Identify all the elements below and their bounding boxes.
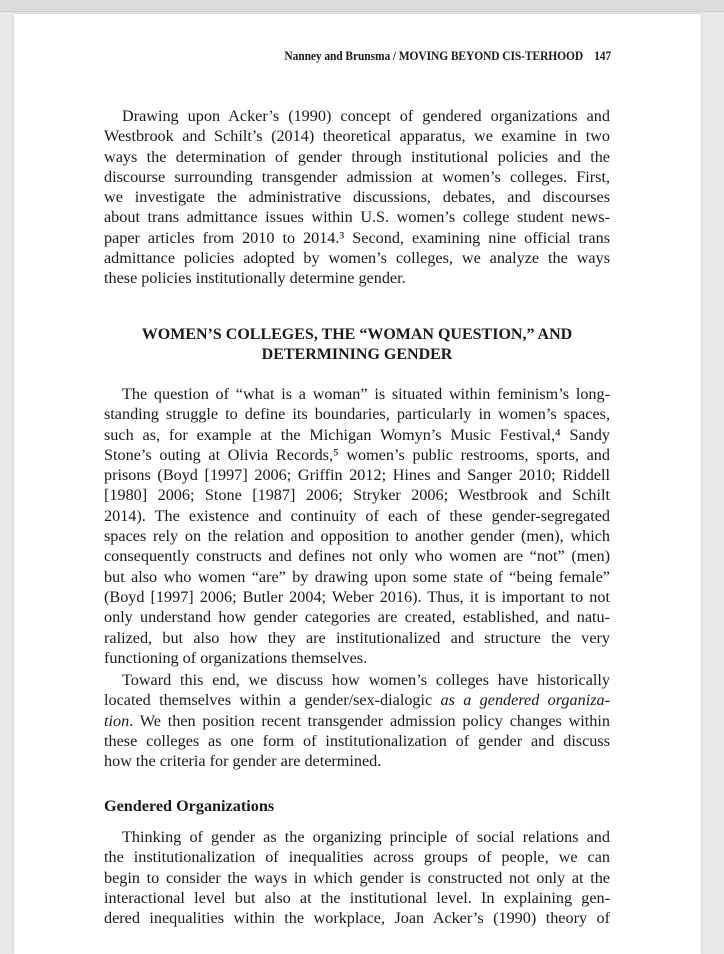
text-line: ralized, but also how they are institutionalized and structure the very: [104, 628, 610, 647]
subsection-heading: Gendered Organizations: [104, 797, 275, 815]
paragraph-intro: [104, 106, 610, 289]
section-heading: [104, 325, 610, 366]
text-line: we investigate the administrative discussions, debates, and discourses: [104, 188, 610, 207]
text-line: 2014). The existence and continuity of each of these gender-segregated: [104, 506, 610, 525]
text-line: begin to consider the ways in which gender is constructed not only at the: [104, 868, 610, 887]
text-line: paper articles from 2010 to 2014.³ Second, examining nine official trans: [104, 228, 610, 247]
paragraph-gendered-organizations: [104, 827, 610, 928]
text-line: [104, 731, 610, 751]
text-line: consequently constructs and defines not only who women are “not” (men): [104, 547, 610, 566]
text-line: [104, 711, 610, 731]
text-line: prisons (Boyd [1997] 2006; Griffin 2012; Hines and Sanger 2010; Riddell: [104, 466, 610, 485]
text-line: Thinking of gender as the organizing principle of social relations and: [122, 828, 610, 846]
text-line: The question of “what is a woman” is situated within feminism’s long-: [122, 385, 610, 403]
text-line: discourse surrounding transgender admission at women’s colleges. First,: [104, 167, 610, 186]
text-line: [1980] 2006; Stone [1987] 2006; Stryker 2006; Westbrook and Schilt: [104, 486, 610, 505]
section-heading-line: WOMEN’S COLLEGES, THE “WOMAN QUESTION,” AND: [141, 326, 573, 343]
text-line: dered inequalities within the workplace, Joan Acker’s (1990) theory of: [104, 909, 610, 928]
text-line: [104, 690, 610, 710]
text-line: [104, 670, 610, 690]
text-segment: how the criteria for gender are determined.: [104, 752, 382, 771]
running-header: [284, 49, 611, 64]
text-segment: these colleges as one form of institutionalization of gender and discuss: [104, 731, 610, 750]
running-header-title: Nanney and Brunsma / MOVING BEYOND CIS-TERHOOD: [284, 49, 583, 63]
viewer-toolbar: [0, 0, 724, 12]
text-line: the institutionalization of inequalities across groups of people, we can: [104, 848, 610, 867]
text-segment: located themselves within a gender/sex-dialogic: [104, 691, 441, 710]
paragraph-woman-question: [104, 384, 610, 668]
text-segment: . We then position recent transgender admission policy changes within: [129, 711, 610, 730]
text-line: interactional level but also at the institutional level. In explaining gen-: [104, 888, 610, 907]
text-line: (Boyd [1997] 2006; Butler 2004; Weber 2016). Thus, it is important to not: [104, 587, 610, 606]
text-line: admittance policies adopted by women’s colleges, we analyze the ways: [104, 249, 610, 268]
italic-text: as a gendered organiza-: [440, 691, 610, 710]
text-line: functioning of organizations themselves.: [104, 648, 368, 667]
text-line: such as, for example at the Michigan Womyn’s Music Festival,⁴ Sandy: [104, 425, 610, 444]
text-line: ways the determination of gender through institutional policies and the: [104, 147, 610, 166]
text-line: standing struggle to define its boundaries, particularly in women’s spaces,: [104, 405, 610, 424]
text-line: about trans admittance issues within U.S. women’s college student news-: [104, 208, 610, 227]
section-heading-line: DETERMINING GENDER: [261, 346, 453, 364]
text-line: spaces rely on the relation and opposition to another gender (men), which: [104, 527, 610, 546]
text-line: these policies institutionally determine gender.: [104, 269, 406, 288]
text-line: Westbrook and Schilt’s (2014) theoretical apparatus, we examine in two: [104, 127, 610, 146]
paragraph-toward-this-end: [104, 670, 610, 771]
page-number: 147: [594, 49, 611, 63]
text-line: Drawing upon Acker’s (1990) concept of gendered organizations and: [122, 107, 610, 125]
text-line: Stone’s outing at Olivia Records,⁵ women’s public restrooms, sports, and: [104, 445, 610, 464]
text-line: but also who women “are” by drawing upon some state of “being female”: [104, 567, 610, 586]
italic-text: tion: [104, 711, 130, 730]
text-segment: Toward this end, we discuss how women’s colleges have historically: [122, 671, 610, 689]
text-line: only understand how gender categories are created, established, and natu-: [104, 608, 610, 627]
document-page: [14, 14, 701, 954]
text-line: [104, 751, 610, 771]
